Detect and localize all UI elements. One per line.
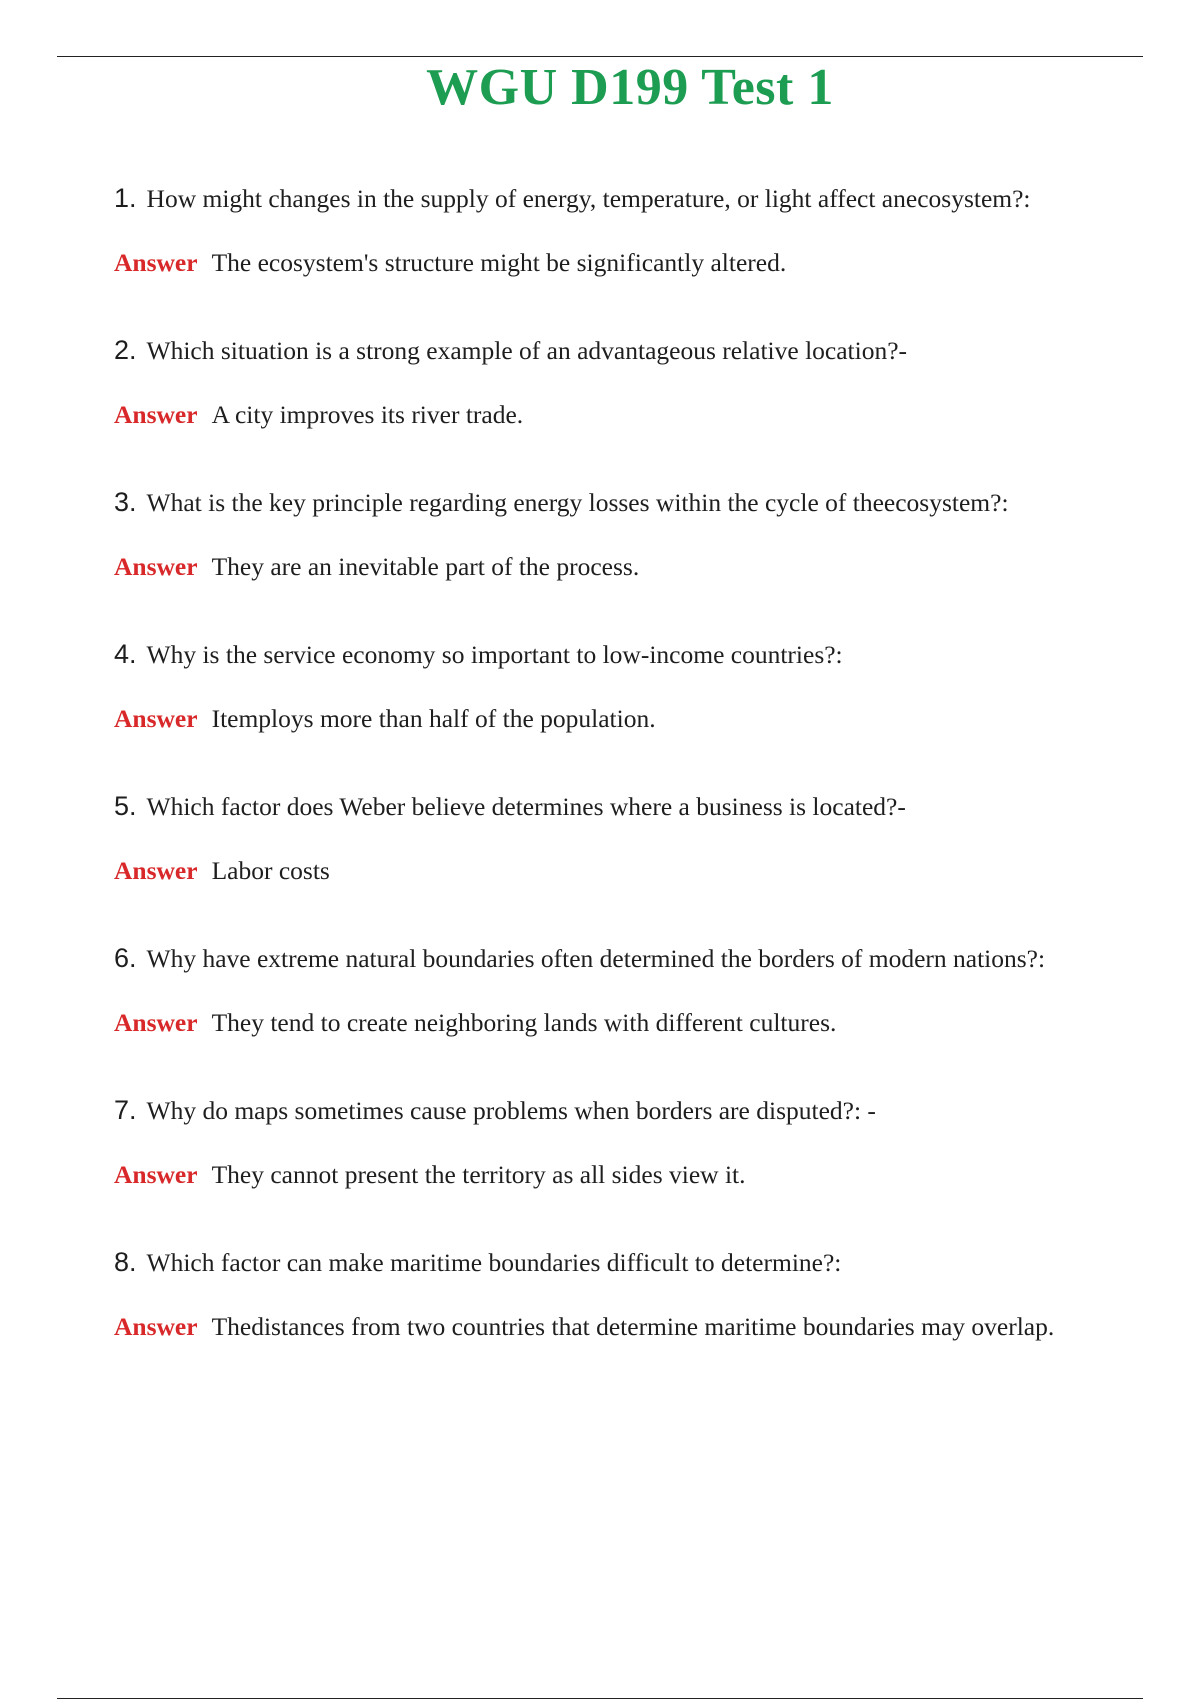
question-text: Why do maps sometimes cause problems when borders are disputed?: - xyxy=(146,1096,876,1125)
question-number: 5. xyxy=(114,791,137,821)
answer-text: They are an inevitable part of the process. xyxy=(211,552,640,581)
answer xyxy=(114,1158,1134,1191)
question xyxy=(114,1246,1134,1279)
answer-text: Itemploys more than half of the population. xyxy=(211,704,656,733)
answer-text: They tend to create neighboring lands with different cultures. xyxy=(211,1008,837,1037)
qa-item xyxy=(114,334,1134,431)
answer-label: Answer xyxy=(114,1008,198,1037)
question-text: Why have extreme natural boundaries often determined the borders of modern nations?: xyxy=(146,944,1046,973)
question xyxy=(114,334,1134,367)
answer-label: Answer xyxy=(114,248,198,277)
question xyxy=(114,790,1134,823)
question-text: Which factor does Weber believe determines where a business is located?- xyxy=(146,792,906,821)
question xyxy=(114,638,1134,671)
question-number: 6. xyxy=(114,943,137,973)
answer-label: Answer xyxy=(114,856,198,885)
document-title: WGU D199 Test 1 xyxy=(426,59,834,116)
answer-text: Labor costs xyxy=(211,856,330,885)
question-number: 1. xyxy=(114,183,137,213)
qa-list xyxy=(114,182,1134,1398)
answer-label: Answer xyxy=(114,552,198,581)
answer xyxy=(114,550,1134,583)
qa-item xyxy=(114,182,1134,279)
qa-item xyxy=(114,1246,1134,1343)
answer xyxy=(114,398,1134,431)
question xyxy=(114,486,1134,519)
question xyxy=(114,182,1134,215)
answer-label: Answer xyxy=(114,1312,198,1341)
answer xyxy=(114,702,1134,735)
answer xyxy=(114,1006,1134,1039)
qa-item xyxy=(114,1094,1134,1191)
question-text: How might changes in the supply of energy, temperature, or light affect anecosystem?: xyxy=(146,184,1031,213)
bottom-rule xyxy=(57,1698,1143,1699)
question-number: 4. xyxy=(114,639,137,669)
qa-item xyxy=(114,486,1134,583)
qa-item xyxy=(114,942,1134,1039)
answer-label: Answer xyxy=(114,400,198,429)
answer xyxy=(114,854,1134,887)
question xyxy=(114,942,1134,975)
answer-text: A city improves its river trade. xyxy=(211,400,524,429)
qa-item xyxy=(114,790,1134,887)
qa-item xyxy=(114,638,1134,735)
question-number: 2. xyxy=(114,335,137,365)
answer xyxy=(114,1310,1134,1343)
question-text: Which factor can make maritime boundaries difficult to determine?: xyxy=(146,1248,842,1277)
answer xyxy=(114,246,1134,279)
question xyxy=(114,1094,1134,1127)
answer-label: Answer xyxy=(114,1160,198,1189)
question-number: 8. xyxy=(114,1247,137,1277)
answer-text: Thedistances from two countries that determine maritime boundaries may overlap. xyxy=(211,1312,1055,1341)
question-text: What is the key principle regarding energy losses within the cycle of theecosystem?: xyxy=(146,488,1009,517)
answer-text: They cannot present the territory as all sides view it. xyxy=(211,1160,746,1189)
question-number: 3. xyxy=(114,487,137,517)
answer-text: The ecosystem's structure might be significantly altered. xyxy=(211,248,787,277)
answer-label: Answer xyxy=(114,704,198,733)
question-text: Which situation is a strong example of an advantageous relative location?- xyxy=(146,336,908,365)
question-number: 7. xyxy=(114,1095,137,1125)
question-text: Why is the service economy so important to low-income countries?: xyxy=(146,640,843,669)
